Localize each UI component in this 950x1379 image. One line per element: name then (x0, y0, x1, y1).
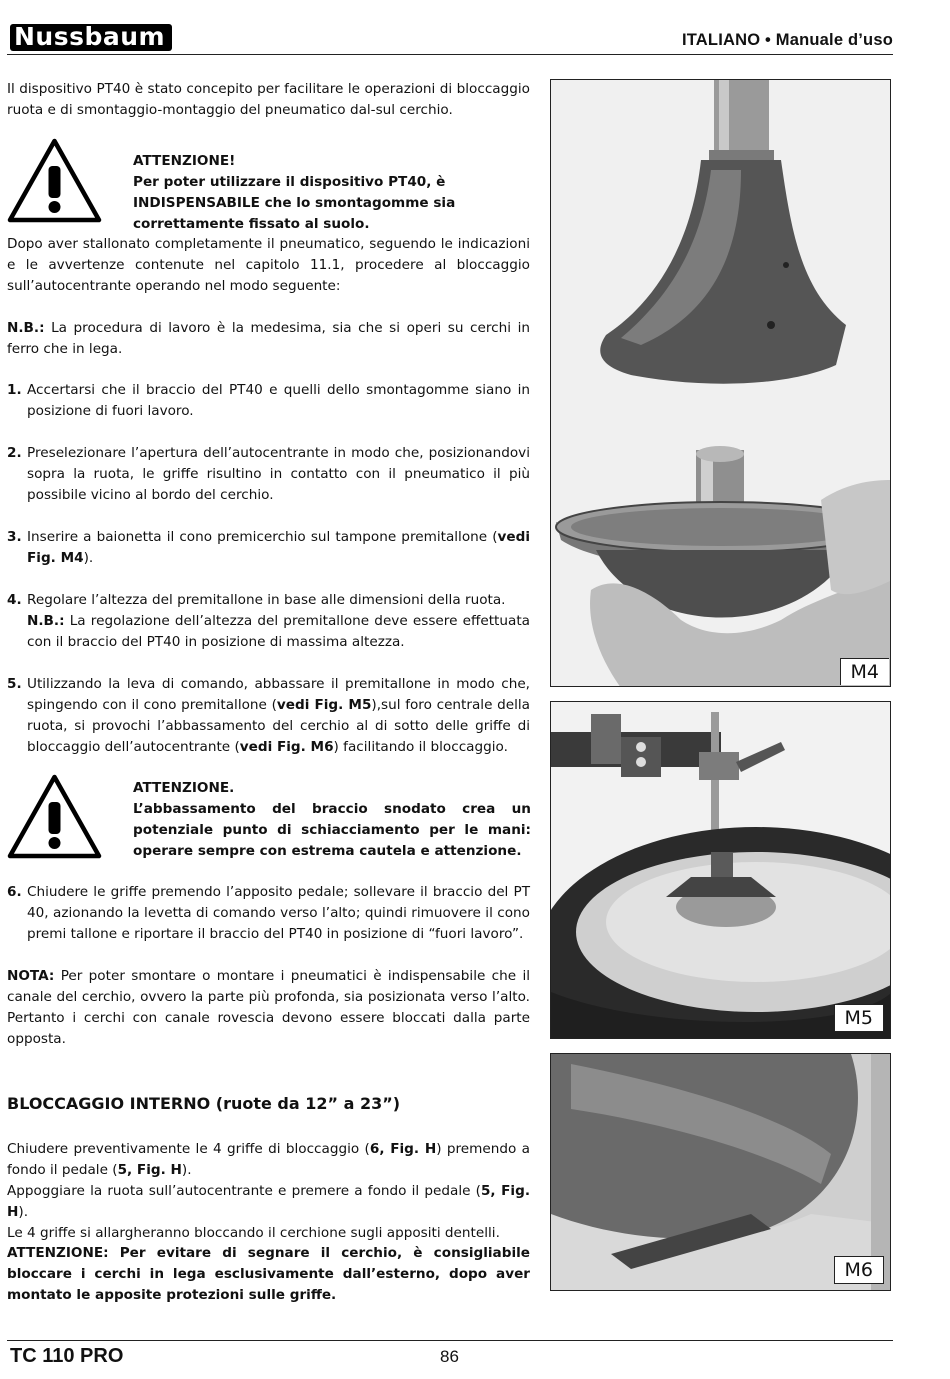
warning-1-text: Per poter utilizzare il dispositivo PT40, è INDISPENSABILE che lo smontagomme sia correttamente fissato al suolo. (133, 174, 456, 232)
procedure-intro: Dopo aver stallonato completamente il pneumatico, seguendo le indicazioni e le avvertenze contenute nel capitolo 11.1, procedere al bloccaggio sull’autocentrante operando nel modo seguente: (7, 236, 530, 294)
step-2 (7, 443, 530, 506)
warning-2-title: ATTENZIONE. (133, 780, 235, 796)
footer-model: TC 110 PRO (10, 1345, 124, 1367)
figure-m6 (550, 1053, 891, 1291)
nota-label: NOTA: (7, 968, 55, 984)
footer-rule (7, 1340, 893, 1341)
step-1 (7, 380, 530, 422)
nb-text: La procedura di lavoro è la medesima, sia che si operi su cerchi in ferro che in lega. (7, 320, 530, 357)
step-number: 6. (7, 884, 22, 900)
section-heading: BLOCCAGGIO INTERNO (ruote da 12” a 23”) (7, 1094, 401, 1113)
figure-reference: vedi Fig. M4 (27, 529, 530, 566)
step-number: 2. (7, 445, 22, 461)
figure-reference: vedi Fig. M6 (239, 739, 334, 755)
page-number: 86 (440, 1347, 459, 1366)
step-text: Inserire a baionetta il cono premicerchio sul tampone premitallone (vedi Fig. M4). (27, 529, 530, 566)
figure-m5-illustration (551, 702, 891, 1039)
header-rule (7, 54, 893, 55)
nota-paragraph (7, 966, 530, 1050)
nota-text: Per poter smontare o montare i pneumatici è indispensabile che il canale del cerchio, ovvero la parte più profonda, sia posizionata verso l’alto. Pertanto i cerchi con canale rovescia devono essere bloccati dalla parte opposta. (7, 968, 530, 1047)
brand-name: Nussbaum (14, 22, 166, 51)
figure-m4-illustration (551, 80, 891, 687)
warning-triangle-icon (7, 774, 102, 859)
intro-paragraph: Il dispositivo PT40 è stato concepito per facilitare le operazioni di bloccaggio ruota e di smontaggio-montaggio del pneumatico dal-sul cerchio. (7, 81, 530, 118)
warning-2 (133, 778, 531, 862)
step-number: 4. (7, 592, 22, 608)
warning-3: ATTENZIONE: Per evitare di segnare il cerchio, è consigliabile bloccare i cerchi in lega esclusivamente dall’esterno, dopo aver montato le apposite protezioni sulle griffe. (7, 1245, 530, 1303)
nb-label: N.B.: (27, 613, 65, 629)
figure-m4 (550, 79, 891, 687)
step-4 (7, 590, 530, 653)
step-text: Regolare l’altezza del premitallone in base alle dimensioni della ruota. N.B.: La regolazione dell’altezza del premitallone deve essere effettuata con il braccio del PT40 in posizione di massima altezza. (27, 592, 530, 650)
step-3 (7, 527, 530, 569)
step-text: Preselezionare l’apertura dell’autocentrante in modo che, posizionandovi sopra la ruota, le griffe risultino in contatto con il pneumatico il più possibile vicino al bordo del cerchio. (27, 445, 530, 503)
step-number: 3. (7, 529, 22, 545)
step-number: 5. (7, 676, 22, 692)
warning-2-text: L’abbassamento del braccio snodato crea un potenziale punto di schiacciamento per le mani: operare sempre con estrema cautela e attenzione. (133, 801, 531, 859)
figure-reference: vedi Fig. M5 (276, 697, 372, 713)
step-number: 1. (7, 382, 22, 398)
nb-note (7, 318, 530, 360)
step-text: Utilizzando la leva di comando, abbassare il premitallone in modo che, spingendo con il cono premitallone (vedi Fig. M5),sul foro centrale della ruota, si provochi l’abbassamento del cerchio al di sotto delle griffe di bloccaggio dell’autocentrante (vedi Fig. M6) facilitando il bloccaggio. (27, 676, 530, 755)
figure-m6-label: M6 (834, 1256, 884, 1284)
step-text: Accertarsi che il braccio del PT40 e quelli dello smontagomme siano in posizione di fuori lavoro. (27, 382, 530, 419)
header-section: ITALIANO • Manuale d’uso (681, 31, 893, 49)
step-5 (7, 674, 530, 758)
warning-1 (133, 151, 533, 235)
step-text: Chiudere le griffe premendo l’apposito pedale; sollevare il braccio del PT 40, azionando la levetta di comando verso l’alto; quindi rimuovere il cono premi tallone e riportare il braccio del PT40 in posizione di “fuori lavoro”. (27, 884, 530, 942)
warning-triangle-icon (7, 138, 102, 223)
figure-m4-label: M4 (840, 658, 889, 685)
figure-m5-label: M5 (834, 1004, 884, 1032)
interno-paragraph: Chiudere preventivamente le 4 griffe di bloccaggio (6, Fig. H) premendo a fondo il pedale (5, Fig. H). Appoggiare la ruota sull’autocentrante e premere a fondo il pedale (5, Fig. H). Le 4 griffe si allargheranno bloccando il cerchione sugli appositi dentelli. (7, 1141, 530, 1241)
nb-label: N.B.: (7, 320, 45, 336)
step-6 (7, 882, 530, 945)
warning-1-title: ATTENZIONE! (133, 153, 236, 169)
figure-m5 (550, 701, 891, 1039)
